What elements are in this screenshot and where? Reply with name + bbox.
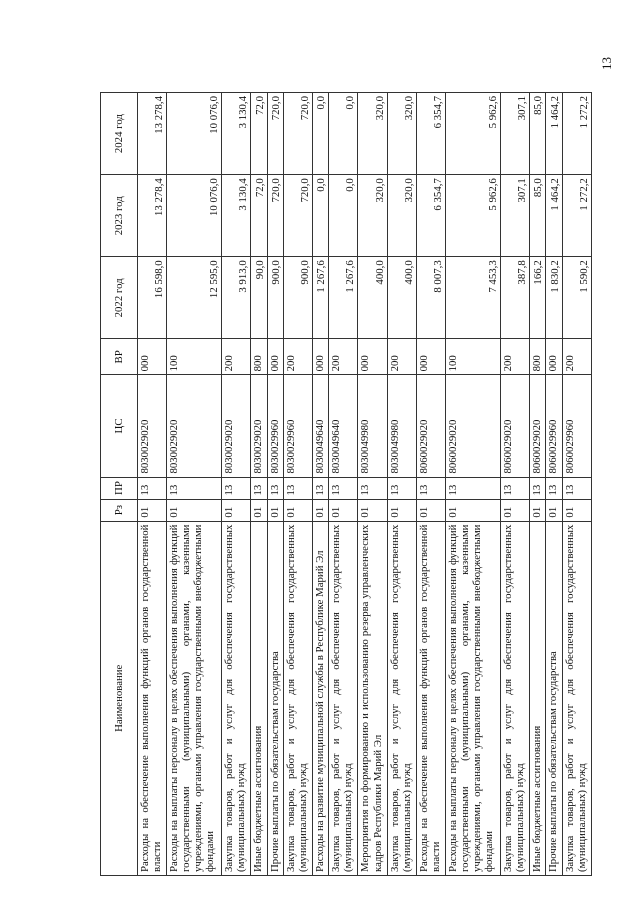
row-rz: 01 xyxy=(167,499,222,521)
table-header-row xyxy=(101,93,138,876)
row-vr: 800 xyxy=(251,339,267,375)
row-name: Расходы на выплаты персоналу в целях обеспечения выполнения функций государственными (муниципальными) органами, казенными учреждениями, органами управления государственными внебюджетными фондами xyxy=(445,521,500,875)
row-2024: 85,0 xyxy=(530,93,546,175)
row-2022: 1 267,6 xyxy=(329,257,358,339)
row-cs: 8060029020 xyxy=(530,375,546,477)
row-cs: 8030029960 xyxy=(283,375,312,477)
header-cs: ЦС xyxy=(101,375,138,477)
row-name: Закупка товаров, работ и услуг для обеспечения государственных (муниципальных) нужд xyxy=(283,521,312,875)
table-row xyxy=(416,93,445,876)
row-2022: 16 598,0 xyxy=(138,257,167,339)
row-vr: 000 xyxy=(313,339,329,375)
row-2022: 387,8 xyxy=(501,257,530,339)
row-2023: 720,0 xyxy=(283,175,312,257)
row-2024: 320,0 xyxy=(387,93,416,175)
row-2023: 1 272,2 xyxy=(562,175,591,257)
row-pr: 13 xyxy=(222,477,251,499)
row-2024: 720,0 xyxy=(283,93,312,175)
row-rz: 01 xyxy=(138,499,167,521)
row-2022: 8 007,3 xyxy=(416,257,445,339)
row-rz: 01 xyxy=(358,499,387,521)
row-2022: 400,0 xyxy=(387,257,416,339)
row-rz: 01 xyxy=(416,499,445,521)
row-2024: 72,0 xyxy=(251,93,267,175)
row-2024: 10 076,0 xyxy=(167,93,222,175)
row-rz: 01 xyxy=(222,499,251,521)
table-row xyxy=(329,93,358,876)
row-rz: 01 xyxy=(546,499,562,521)
row-2022: 7 453,3 xyxy=(445,257,500,339)
row-vr: 200 xyxy=(329,339,358,375)
row-2023: 85,0 xyxy=(530,175,546,257)
row-2022: 400,0 xyxy=(358,257,387,339)
table-row xyxy=(358,93,387,876)
row-2024: 1 464,2 xyxy=(546,93,562,175)
row-2022: 900,0 xyxy=(267,257,283,339)
row-2024: 320,0 xyxy=(358,93,387,175)
row-rz: 01 xyxy=(501,499,530,521)
row-pr: 13 xyxy=(167,477,222,499)
header-pr: ПР xyxy=(101,477,138,499)
row-2024: 3 130,4 xyxy=(222,93,251,175)
row-rz: 01 xyxy=(562,499,591,521)
row-2023: 13 278,4 xyxy=(138,175,167,257)
row-vr: 200 xyxy=(562,339,591,375)
row-rz: 01 xyxy=(329,499,358,521)
row-2024: 307,1 xyxy=(501,93,530,175)
row-vr: 000 xyxy=(358,339,387,375)
row-name: Расходы на обеспечение выполнения функций органов государственной власти xyxy=(416,521,445,875)
row-name: Прочие выплаты по обязательствам государства xyxy=(546,521,562,875)
row-rz: 01 xyxy=(313,499,329,521)
row-name: Закупка товаров, работ и услуг для обеспечения государственных (муниципальных) нужд xyxy=(222,521,251,875)
header-name: Наименование xyxy=(101,521,138,875)
row-2024: 13 278,4 xyxy=(138,93,167,175)
row-pr: 13 xyxy=(416,477,445,499)
row-cs: 8030029020 xyxy=(138,375,167,477)
row-cs: 8060029960 xyxy=(562,375,591,477)
row-2023: 720,0 xyxy=(267,175,283,257)
table-row xyxy=(138,93,167,876)
row-rz: 01 xyxy=(387,499,416,521)
row-2024: 6 354,7 xyxy=(416,93,445,175)
table-row xyxy=(562,93,591,876)
row-2023: 0,0 xyxy=(329,175,358,257)
row-name: Расходы на выплаты персоналу в целях обеспечения выполнения функций государственными (муниципальными) органами, казенными учреждениями, органами управления государственными внебюджетными фондами xyxy=(167,521,222,875)
row-2023: 320,0 xyxy=(358,175,387,257)
row-cs: 8060029020 xyxy=(416,375,445,477)
row-vr: 000 xyxy=(546,339,562,375)
row-cs: 8030029020 xyxy=(167,375,222,477)
row-pr: 13 xyxy=(445,477,500,499)
row-2023: 0,0 xyxy=(313,175,329,257)
header-2024: 2024 год xyxy=(101,93,138,175)
row-2023: 6 354,7 xyxy=(416,175,445,257)
row-name: Прочие выплаты по обязательствам государства xyxy=(267,521,283,875)
table-row xyxy=(283,93,312,876)
row-pr: 13 xyxy=(530,477,546,499)
row-rz: 01 xyxy=(267,499,283,521)
row-2023: 320,0 xyxy=(387,175,416,257)
row-pr: 13 xyxy=(358,477,387,499)
row-cs: 8030049980 xyxy=(387,375,416,477)
budget-table-wrapper xyxy=(100,92,592,876)
row-name: Закупка товаров, работ и услуг для обеспечения государственных (муниципальных) нужд xyxy=(387,521,416,875)
row-pr: 13 xyxy=(329,477,358,499)
row-cs: 8030029020 xyxy=(222,375,251,477)
row-name: Закупка товаров, работ и услуг для обеспечения государственных (муниципальных) нужд xyxy=(329,521,358,875)
row-2023: 10 076,0 xyxy=(167,175,222,257)
row-vr: 100 xyxy=(445,339,500,375)
row-vr: 100 xyxy=(167,339,222,375)
table-row xyxy=(167,93,222,876)
row-2024: 0,0 xyxy=(313,93,329,175)
header-vr: ВР xyxy=(101,339,138,375)
header-2023: 2023 год xyxy=(101,175,138,257)
row-vr: 800 xyxy=(530,339,546,375)
row-2023: 5 962,6 xyxy=(445,175,500,257)
header-rz: Рз xyxy=(101,499,138,521)
row-2023: 1 464,2 xyxy=(546,175,562,257)
row-vr: 200 xyxy=(501,339,530,375)
row-rz: 01 xyxy=(283,499,312,521)
row-2022: 90,0 xyxy=(251,257,267,339)
row-cs: 8030049640 xyxy=(329,375,358,477)
row-2022: 1 267,6 xyxy=(313,257,329,339)
row-pr: 13 xyxy=(251,477,267,499)
row-2023: 3 130,4 xyxy=(222,175,251,257)
row-2022: 1 590,2 xyxy=(562,257,591,339)
row-pr: 13 xyxy=(267,477,283,499)
row-name: Расходы на обеспечение выполнения функций органов государственной власти xyxy=(138,521,167,875)
row-rz: 01 xyxy=(251,499,267,521)
row-2024: 720,0 xyxy=(267,93,283,175)
row-vr: 200 xyxy=(387,339,416,375)
row-name: Закупка товаров, работ и услуг для обеспечения государственных (муниципальных) нужд xyxy=(562,521,591,875)
row-2022: 12 595,0 xyxy=(167,257,222,339)
row-2022: 166,2 xyxy=(530,257,546,339)
row-2023: 307,1 xyxy=(501,175,530,257)
row-pr: 13 xyxy=(501,477,530,499)
budget-table xyxy=(100,92,592,876)
table-row xyxy=(267,93,283,876)
row-cs: 8030029960 xyxy=(267,375,283,477)
row-name: Расходы на развитие муниципальной службы в Республике Марий Эл xyxy=(313,521,329,875)
row-vr: 000 xyxy=(267,339,283,375)
row-pr: 13 xyxy=(283,477,312,499)
row-cs: 8030029020 xyxy=(251,375,267,477)
table-row xyxy=(445,93,500,876)
row-pr: 13 xyxy=(138,477,167,499)
table-row xyxy=(251,93,267,876)
row-cs: 8030049640 xyxy=(313,375,329,477)
row-2023: 72,0 xyxy=(251,175,267,257)
row-2022: 3 913,0 xyxy=(222,257,251,339)
row-vr: 200 xyxy=(222,339,251,375)
row-cs: 8030049980 xyxy=(358,375,387,477)
row-vr: 200 xyxy=(283,339,312,375)
row-pr: 13 xyxy=(313,477,329,499)
table-row xyxy=(501,93,530,876)
row-rz: 01 xyxy=(445,499,500,521)
row-2022: 1 830,2 xyxy=(546,257,562,339)
table-row xyxy=(313,93,329,876)
row-name: Мероприятия по формированию и использованию резерва управленческих кадров Республики Марий Эл xyxy=(358,521,387,875)
row-pr: 13 xyxy=(562,477,591,499)
row-rz: 01 xyxy=(530,499,546,521)
row-name: Иные бюджетные ассигнования xyxy=(530,521,546,875)
row-vr: 000 xyxy=(416,339,445,375)
page-number: 13 xyxy=(599,57,614,70)
table-body xyxy=(138,93,592,876)
row-cs: 8060029020 xyxy=(445,375,500,477)
row-2022: 900,0 xyxy=(283,257,312,339)
header-2022: 2022 год xyxy=(101,257,138,339)
table-row xyxy=(546,93,562,876)
table-row xyxy=(530,93,546,876)
table-row xyxy=(387,93,416,876)
row-pr: 13 xyxy=(387,477,416,499)
row-name: Иные бюджетные ассигнования xyxy=(251,521,267,875)
row-cs: 8060029020 xyxy=(501,375,530,477)
row-cs: 8060029960 xyxy=(546,375,562,477)
row-2024: 5 962,6 xyxy=(445,93,500,175)
table-row xyxy=(222,93,251,876)
row-name: Закупка товаров, работ и услуг для обеспечения государственных (муниципальных) нужд xyxy=(501,521,530,875)
row-2024: 1 272,2 xyxy=(562,93,591,175)
row-vr: 000 xyxy=(138,339,167,375)
row-pr: 13 xyxy=(546,477,562,499)
row-2024: 0,0 xyxy=(329,93,358,175)
